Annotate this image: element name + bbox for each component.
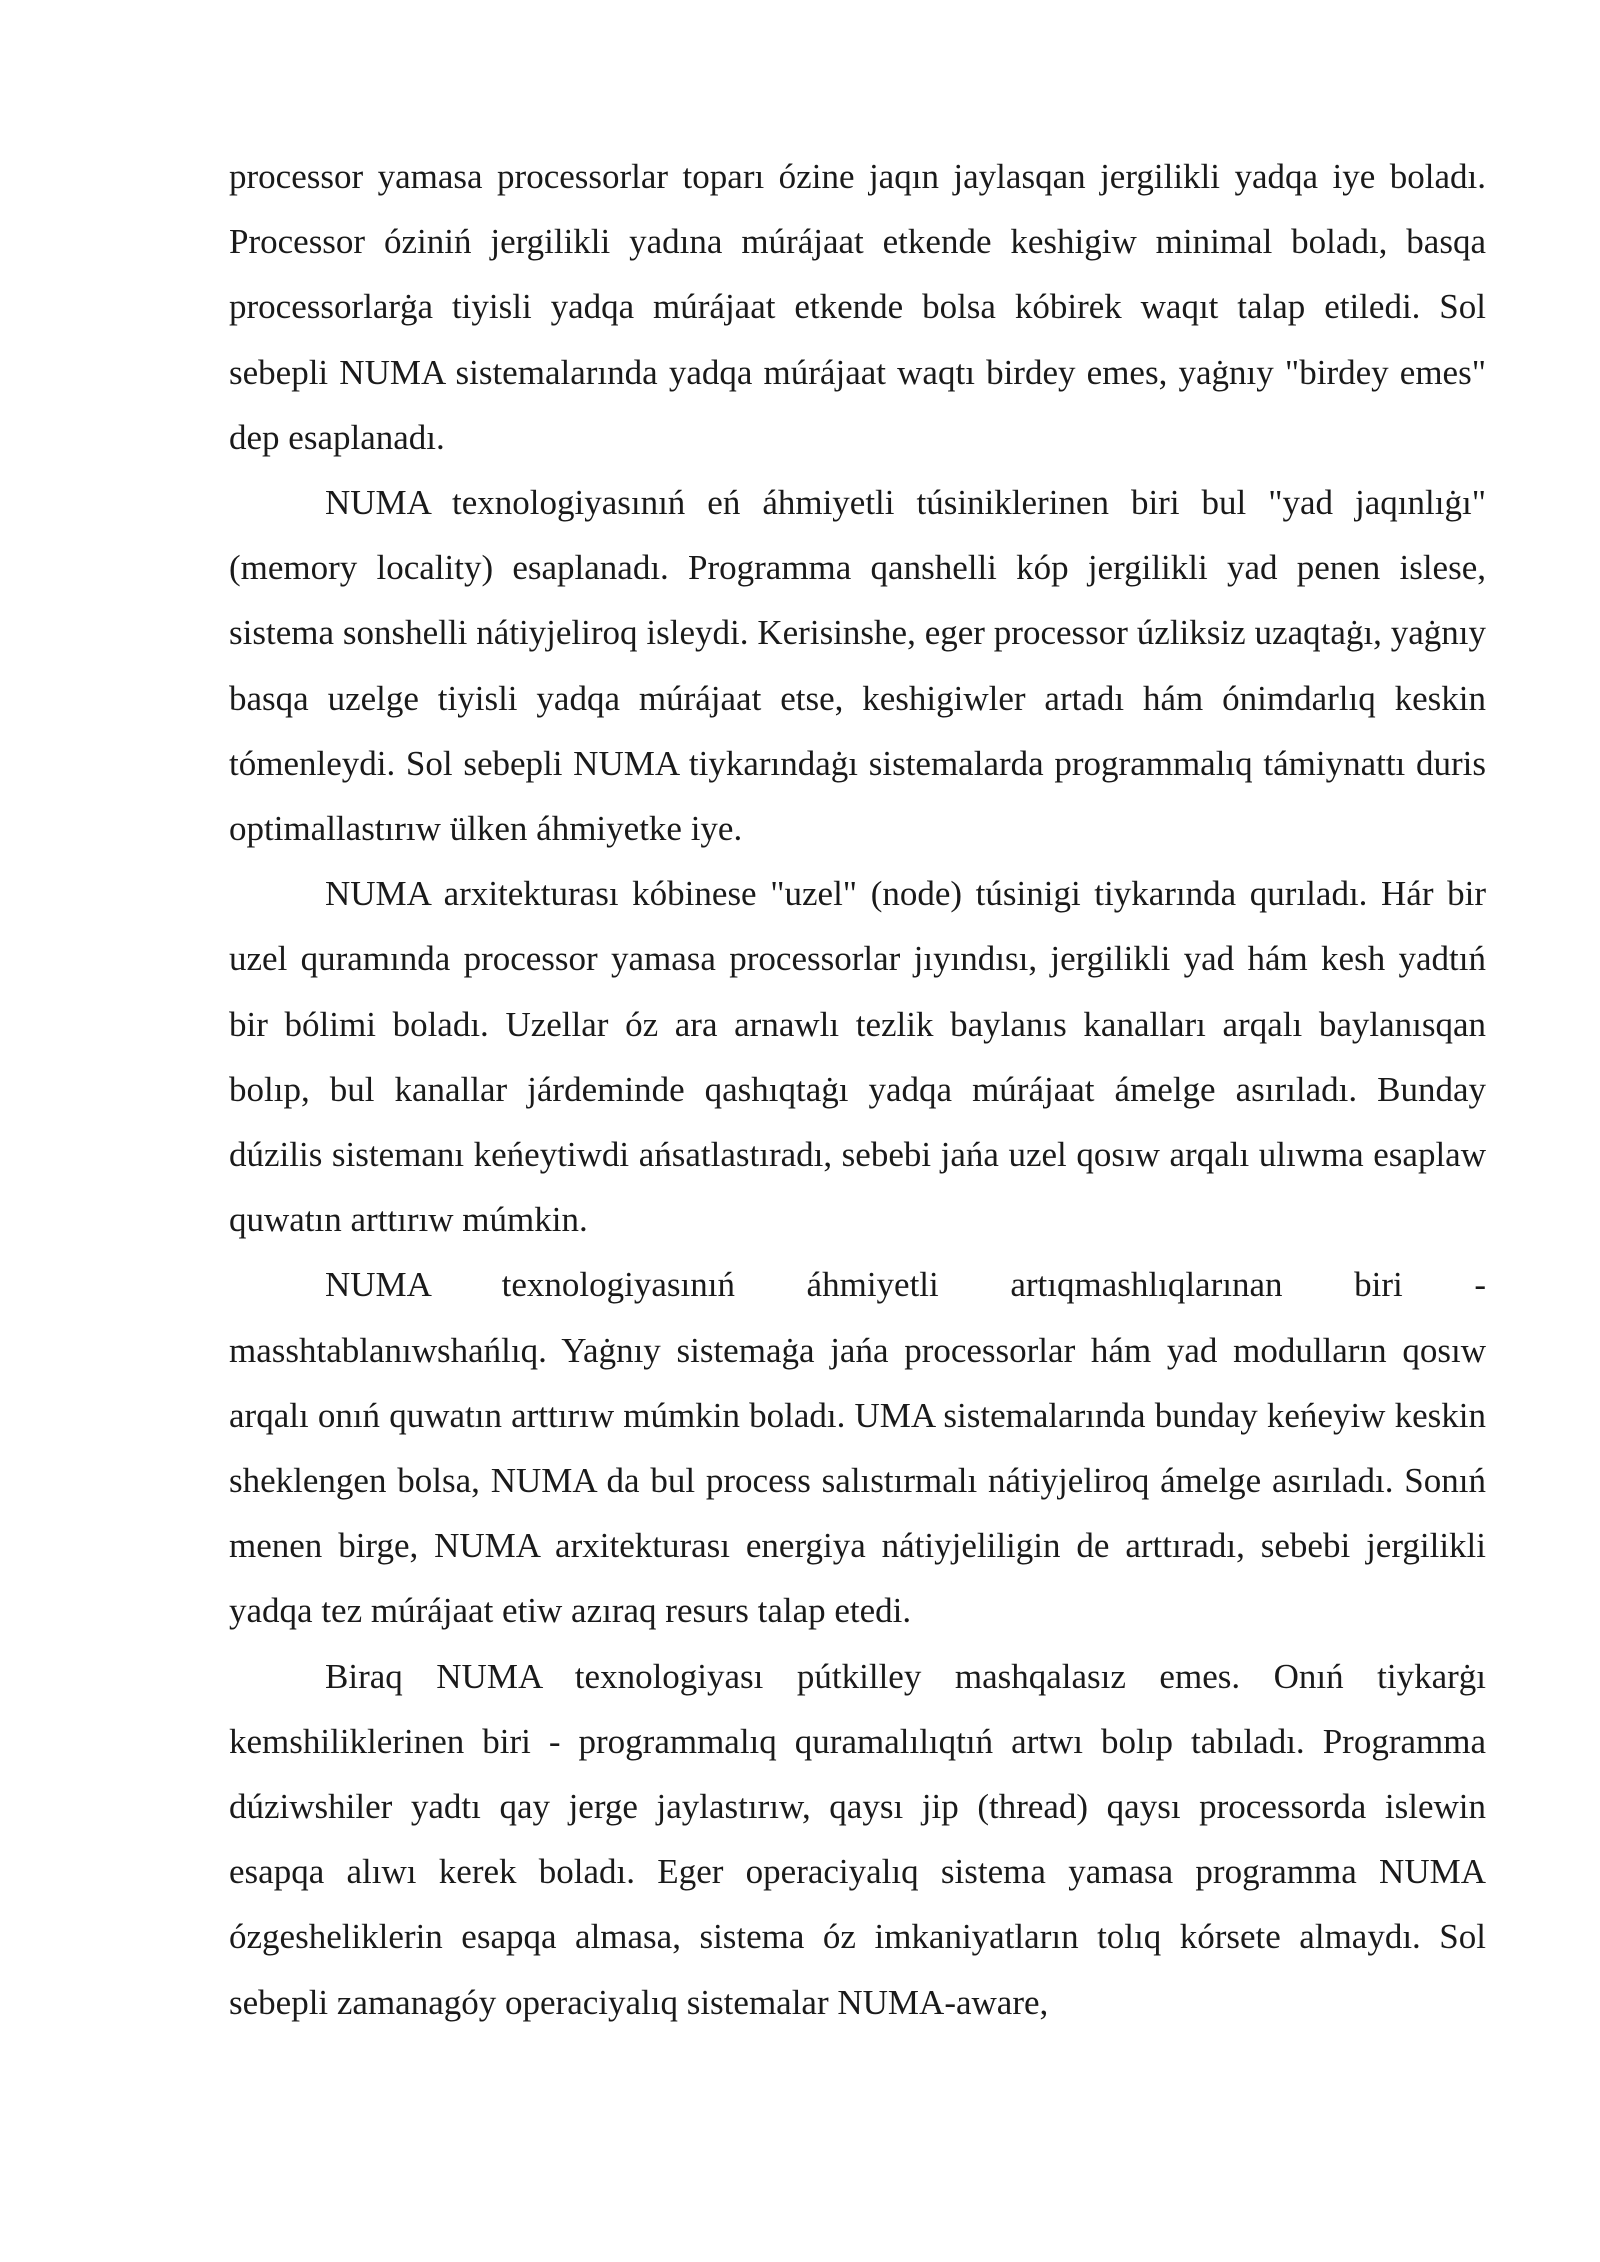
paragraph-2: NUMA texnologiyasınıń eń áhmiyetli túsiniklerinen biri bul "yad jaqınlıġı" (memory locality) esaplanadı. Programma qanshelli kóp jergilikli yad penen islese, sistema sonshelli nátiyjeliroq isleydi. Kerisinshe, eger processor úzliksiz uzaqtaġı, yaġnıy basqa uzelge tiyisli yadqa múrájaat etse, keshigiwler artadı hám ónimdarlıq keskin tómenleydi. Sol sebepli NUMA tiykarındaġı sistemalarda programmalıq támiynattı duris optimallastırıw ülken áhmiyetke iye. — [229, 483, 1486, 849]
paragraph-5: Biraq NUMA texnologiyası pútkilley mashqalasız emes. Onıń tiykarġı kemshiliklerinen biri - programmalıq quramalılıqtıń artwı bolıp tabıladı. Programma dúziwshiler yadtı qay jerge jaylastırıw, qaysı jip (thread) qaysı processorda islewin esapqa alıwı kerek boladı. Eger operaciyalıq sistema yamasa programma NUMA ózgesheliklerin esapqa almasa, sistema óz imkaniyatların tolıq kórsete almaydı. Sol sebepli zamanagóy operaciyalıq sistemalar NUMA-aware, — [229, 1656, 1486, 2022]
paragraph-3: NUMA arxitekturası kóbinese "uzel" (node) túsinigi tiykarında qurıladı. Hár bir uzel quramında processor yamasa processorlar jıyındısı, jergilikli yad hám kesh yadtıń bir bólimi boladı. Uzellar óz ara arnawlı tezlik baylanıs kanalları arqalı baylanısqan bolıp, bul kanallar járdeminde qashıqtaġı yadqa múrájaat ámelge asırıladı. Bunday dúzilis sistеmanı keńeytiwdi ańsatlastıradı, sebebi jańa uzel qosıw arqalı ulıwma esaplaw quwatın arttırıw múmkin. — [229, 874, 1486, 1240]
paragraph-4: NUMA texnologiyasınıń áhmiyetli artıqmashlıqlarınan biri - masshtablanıwshańlıq. Yaġnıy sistemaġa jańa processorlar hám yad modulların qosıw arqalı onıń quwatın arttırıw múmkin boladı. UMA sistemalarında bunday keńeyiw keskin sheklengen bolsa, NUMA da bul process salıstırmalı nátiyjeliroq ámelge asırıladı. Sonıń menen birge, NUMA arxitekturası energiya nátiyjeliligin de arttıradı, sebebi jergilikli yadqa tez múrájaat etiw azıraq resurs talap etedi. — [229, 1265, 1486, 1631]
paragraph-1: processor yamasa processorlar toparı ózine jaqın jaylasqan jergilikli yadqa iye boladı. Processor óziniń jergilikli yadına múrájaat etkende keshigiw minimal boladı, basqa processorlarġa tiyisli yadqa múrájaat etkende bolsa kóbirek waqıt talap etiledi. Sol sebepli NUMA sistemalarında yadqa múrájaat waqtı birdey emes, yaġnıy "birdey emes" dep esaplanadı. — [229, 157, 1486, 457]
document-body — [229, 144, 1486, 2035]
